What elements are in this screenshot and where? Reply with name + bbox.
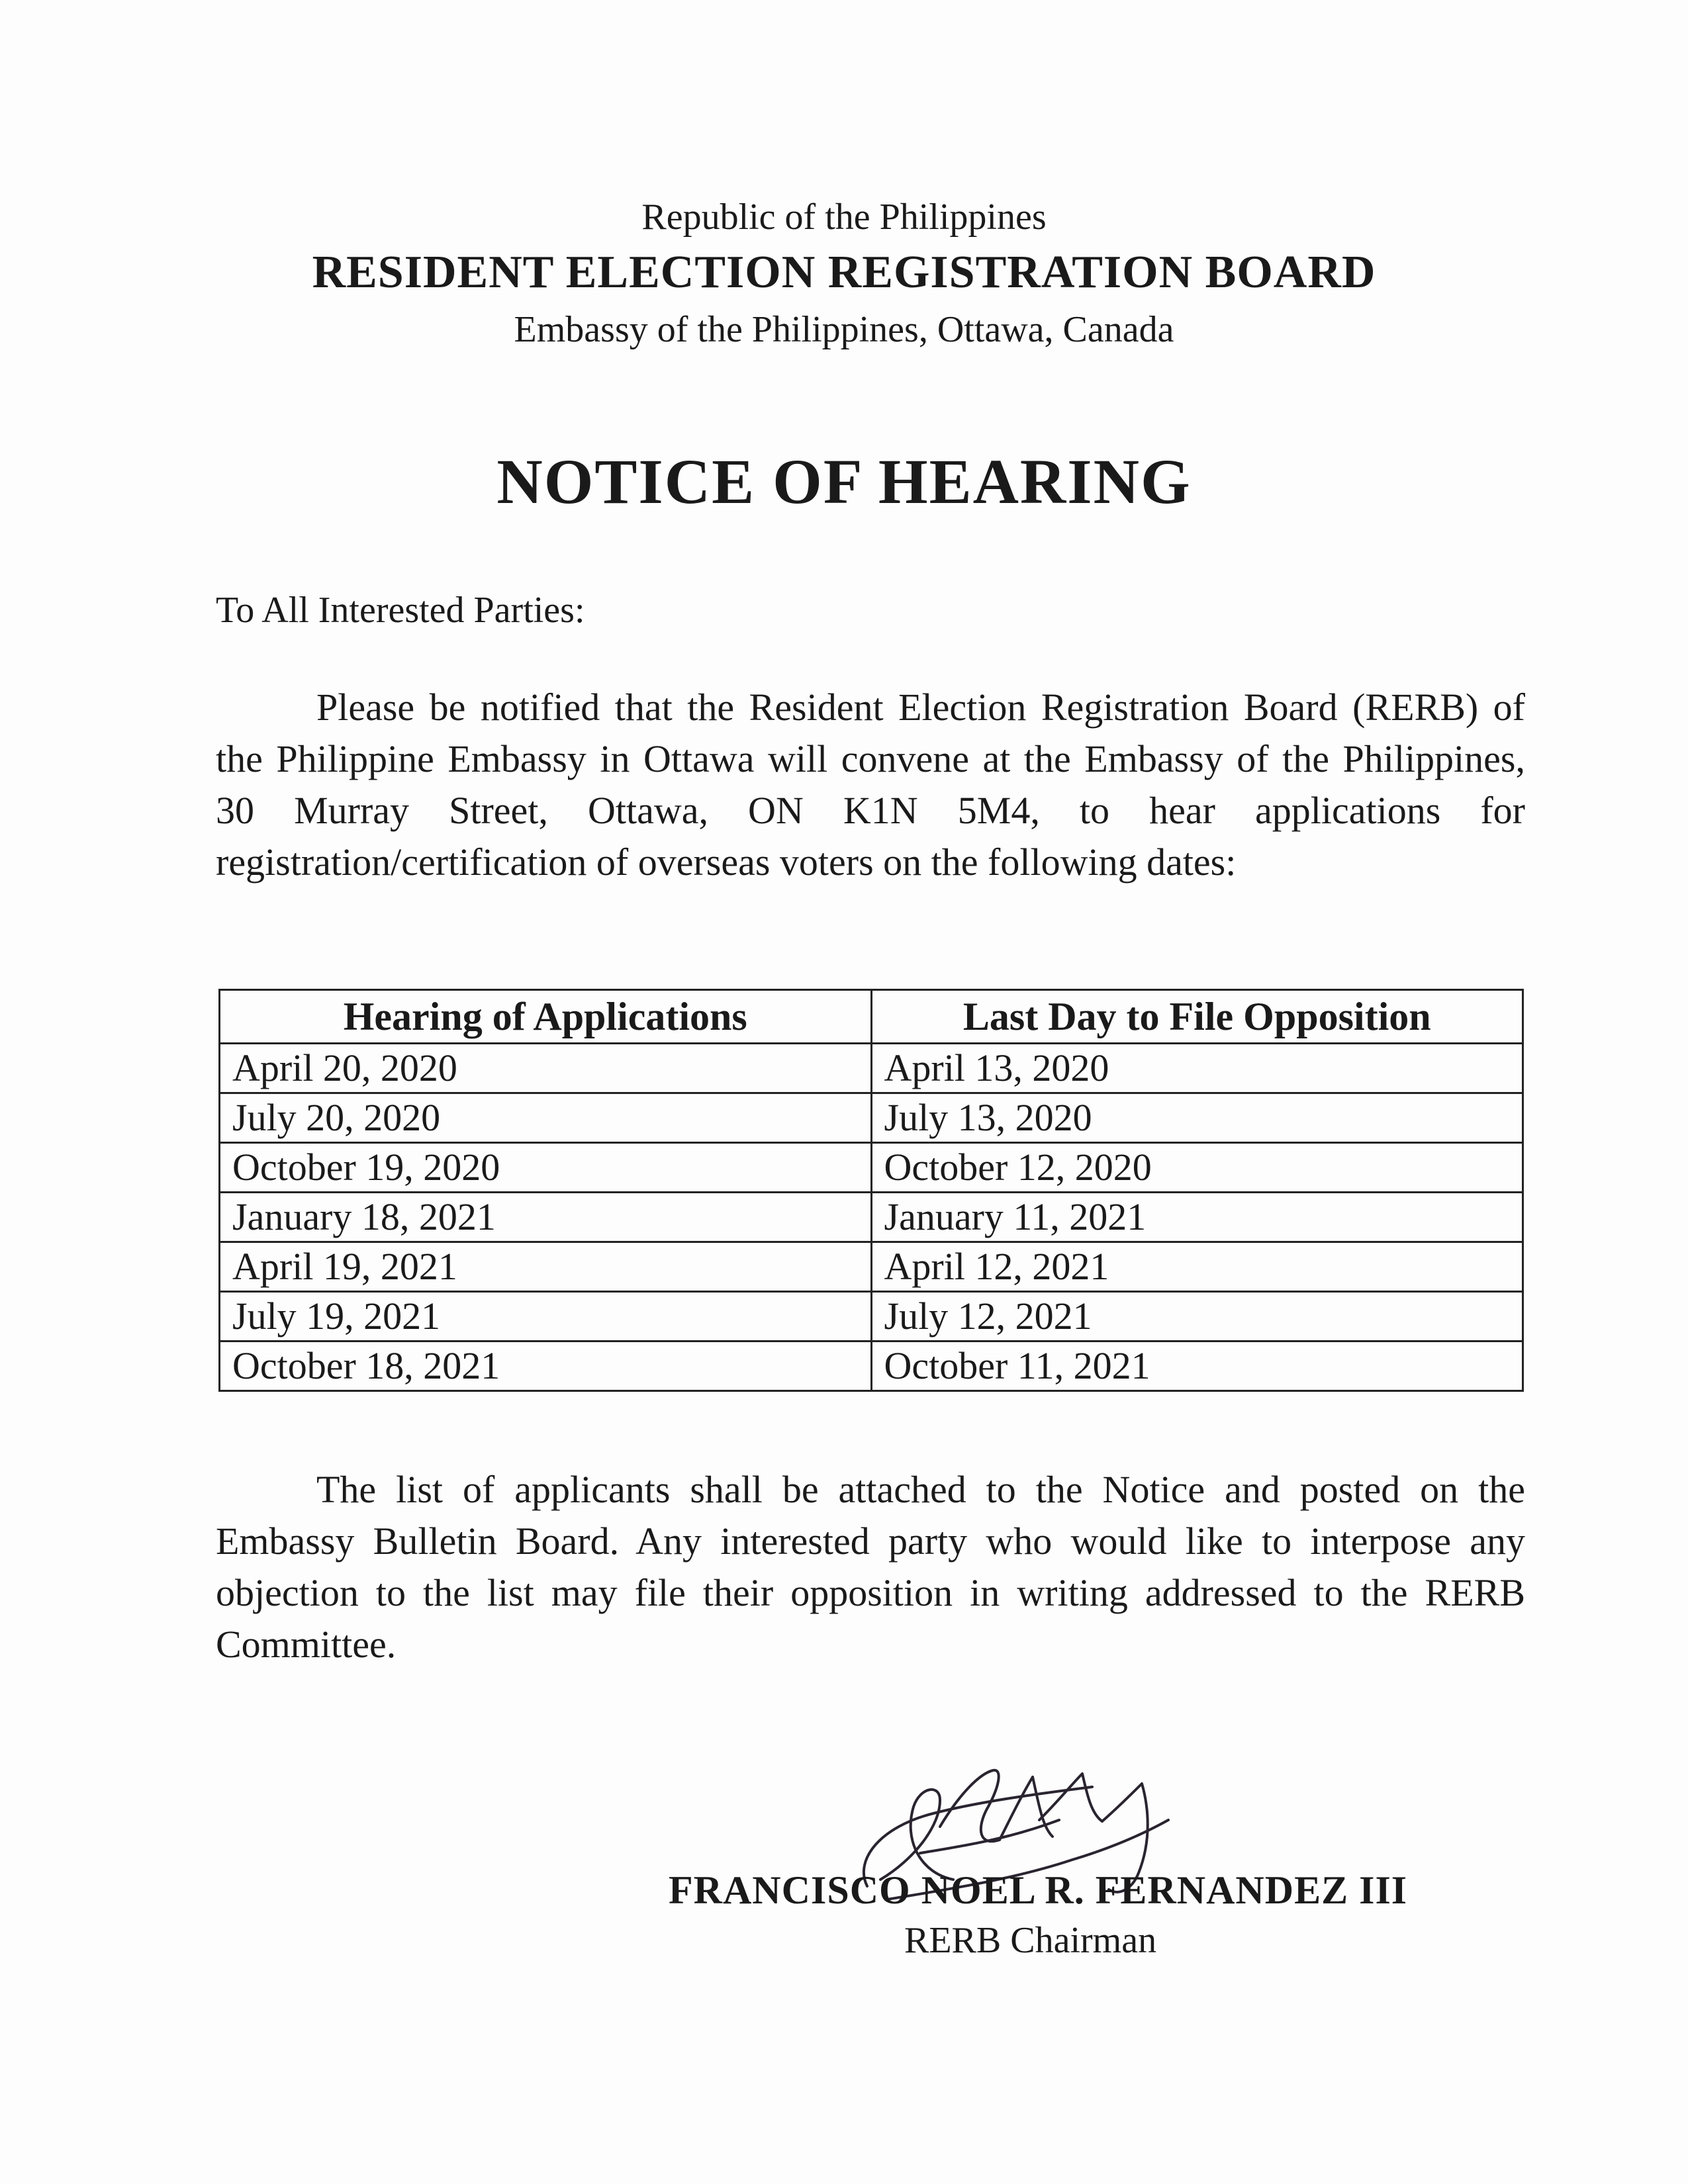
opposition-date-cell: October 11, 2021	[871, 1342, 1523, 1391]
hearing-schedule-table	[218, 989, 1524, 1392]
hearing-date-cell: January 18, 2021	[220, 1193, 872, 1242]
hearing-date-cell: July 20, 2020	[220, 1093, 872, 1143]
table-row	[220, 1143, 1523, 1193]
board-heading: RESIDENT ELECTION REGISTRATION BOARD	[312, 247, 1376, 298]
opposition-date-cell: October 12, 2020	[871, 1143, 1523, 1193]
signatory-title: RERB Chairman	[904, 1920, 1157, 1961]
table-row	[220, 1342, 1523, 1391]
hearing-date-cell: July 19, 2021	[220, 1292, 872, 1342]
opposition-date-cell: April 13, 2020	[871, 1044, 1523, 1093]
signatory-name: FRANCISCO NOEL R. FERNANDEZ III	[669, 1868, 1408, 1912]
table-row	[220, 1242, 1523, 1292]
closing-paragraph: The list of applicants shall be attached to the Notice and posted on the Embassy Bulletin Board. Any interested party who would like to interpose any objection to the list may file their opposition in writing addressed to the RERB Committee.	[216, 1468, 1525, 1666]
opposition-date-cell: April 12, 2021	[871, 1242, 1523, 1292]
opposition-date-cell: July 13, 2020	[871, 1093, 1523, 1143]
opposition-date-cell: January 11, 2021	[871, 1193, 1523, 1242]
column-header-hearing: Hearing of Applications	[220, 990, 872, 1044]
salutation: To All Interested Parties:	[216, 590, 585, 631]
page-title: NOTICE OF HEARING	[496, 446, 1192, 517]
hearing-date-cell: October 19, 2020	[220, 1143, 872, 1193]
table-row	[220, 1193, 1523, 1242]
embassy-heading: Embassy of the Philippines, Ottawa, Canada	[514, 309, 1174, 350]
opposition-date-cell: July 12, 2021	[871, 1292, 1523, 1342]
table-row	[220, 1044, 1523, 1093]
republic-heading: Republic of the Philippines	[641, 197, 1047, 238]
notice-paragraph: Please be notified that the Resident Election Registration Board (RERB) of the Philippine Embassy in Ottawa will convene at the Embassy of the Philippines, 30 Murray Street, Ottawa, ON K1N 5M4, to hear applications for registration/certification of overseas voters on the following dates:	[216, 686, 1525, 884]
column-header-opposition: Last Day to File Opposition	[871, 990, 1523, 1044]
table-row	[220, 1093, 1523, 1143]
table-row	[220, 1292, 1523, 1342]
table-header-row	[220, 990, 1523, 1044]
hearing-date-cell: October 18, 2021	[220, 1342, 872, 1391]
hearing-date-cell: April 20, 2020	[220, 1044, 872, 1093]
hearing-date-cell: April 19, 2021	[220, 1242, 872, 1292]
